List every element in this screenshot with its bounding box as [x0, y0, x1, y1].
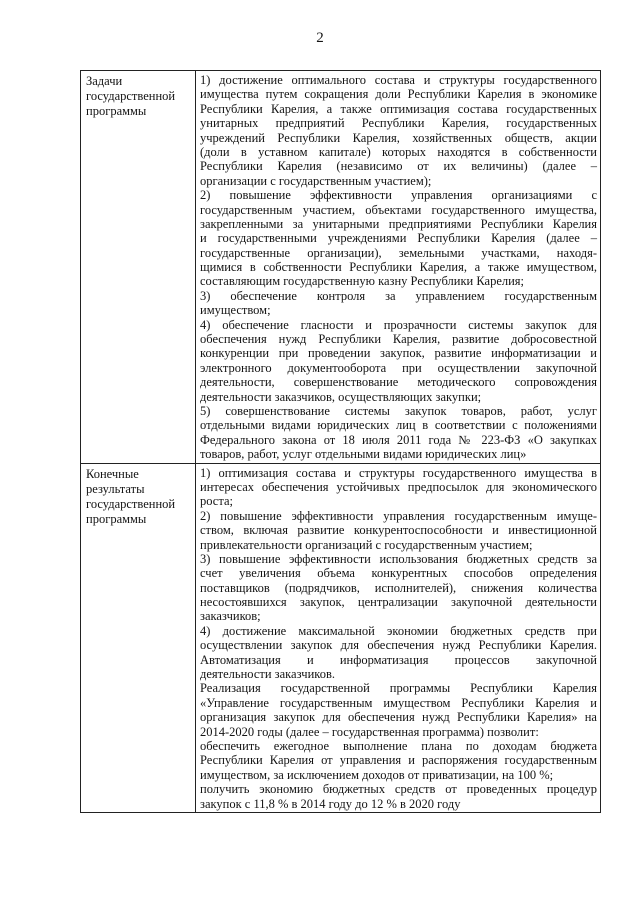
- text-line: учреждений Республики Карелия, хозяйственных обществ, акции: [200, 130, 597, 145]
- text-line: роста;: [200, 494, 233, 509]
- text-line: счет увеличения объема конкурентных способов определения: [200, 566, 597, 581]
- page-number: 2: [316, 30, 324, 46]
- text-line: электронного документооборота при осуществлении закупочной: [200, 360, 597, 375]
- text-line: заказчиков;: [200, 609, 261, 624]
- text-line: имуществом;: [200, 303, 271, 318]
- text-line: организации с государственным участием);: [200, 173, 432, 188]
- row-content-tasks: [196, 71, 600, 463]
- row-content-cell: [196, 71, 601, 464]
- row-label-results: Конечные результаты государственной программы: [86, 466, 176, 527]
- text-line: осуществлении закупок для обеспечения нужд Республики Карелия.: [200, 638, 597, 653]
- row-content-cell: [196, 463, 601, 812]
- text-line: поставщиков (подрядчиков, исполнителей), снижения количества: [200, 580, 597, 595]
- text-line: закрепленными за унитарными предприятиями Республики Карелия: [200, 216, 597, 231]
- text-line: обеспечения нужд Республики Карелия, развитие добросовестной: [200, 332, 597, 347]
- text-line: организация закупок для обеспечения нужд Республики Карелия» на: [200, 710, 597, 725]
- row-label-tasks: Задачи государственной программы: [86, 74, 176, 119]
- text-line: конкуренции при проведении закупок, развитие информатизации и: [200, 346, 597, 361]
- text-line: Республики Карелия, а также оптимизация состава государственных: [200, 101, 597, 116]
- text-line: закупок с 11,8 % в 2014 году до 12 % в 2020 году: [200, 796, 461, 811]
- program-passport-table: [80, 70, 601, 813]
- row-content-results: [196, 464, 600, 812]
- text-line: 4) обеспечение гласности и прозрачности системы закупок для: [200, 317, 597, 332]
- text-line: унитарных предприятий Республики Карелия, государственных: [200, 116, 597, 131]
- table-row: [81, 71, 601, 464]
- text-line: деятельности заказчиков.: [200, 667, 335, 682]
- text-line: 4) достижение максимальной экономии бюджетных средств при: [200, 623, 597, 638]
- text-line: отдельными видами юридических лиц в соответствии с положениями: [200, 418, 597, 433]
- text-line: Автоматизация и информатизация процессов закупочной: [200, 652, 597, 667]
- text-line: получить экономию бюджетных средств от проведенных процедур: [200, 782, 597, 797]
- text-line: 2) повышение эффективности управления организациями с: [200, 188, 597, 203]
- text-line: Республики Карелия (независимо от их величины) (далее –: [200, 159, 597, 174]
- text-line: 2) повышение эффективности управления государственным имуще-: [200, 508, 597, 523]
- text-line: государственным участием, объектами государственного имущества,: [200, 202, 597, 217]
- text-line: деятельности заказчиков, осуществляющих закупки;: [200, 389, 482, 404]
- text-line: несостоявшихся закупок, централизации закупочной деятельности: [200, 595, 597, 610]
- text-line: имущества путем сокращения доли Республики Карелия в экономике: [200, 87, 597, 102]
- text-line: Федерального закона от 18 июля 2011 года № 223-ФЗ «О закупках: [200, 432, 597, 447]
- text-line: 5) совершенствование системы закупок товаров, работ, услуг: [200, 403, 597, 418]
- text-line: составляющим государственную казну Республики Карелия;: [200, 274, 525, 289]
- text-line: 3) повышение эффективности использования бюджетных средств за: [200, 551, 597, 566]
- text-line: товаров, работ, услуг отдельными видами юридических лиц»: [200, 447, 527, 462]
- row-label-cell: [81, 463, 196, 812]
- text-line: ством, включая развитие конкурентоспособности и инвестиционной: [200, 523, 597, 538]
- text-line: 3) обеспечение контроля за управлением государственным: [200, 288, 597, 303]
- text-line: 2014-2020 годы (далее – государственная программа) позволит:: [200, 724, 539, 739]
- text-line: имуществом, за исключением доходов от приватизации, на 100 %;: [200, 767, 554, 782]
- text-line: (доли в уставном капитале) которых находятся в собственности: [200, 144, 597, 159]
- text-line: государственные организации), земельными участками, находя-: [200, 245, 597, 260]
- text-line: и государственными учреждениями Республики Карелия (далее –: [200, 231, 597, 246]
- row-label-cell: [81, 71, 196, 464]
- text-line: «Управление государственным имуществом Республики Карелия и: [200, 695, 597, 710]
- text-line: щимися в собственности Республики Карелия, а также имуществом,: [200, 260, 597, 275]
- text-line: 1) достижение оптимального состава и структуры государственного: [200, 73, 597, 87]
- text-line: 1) оптимизация состава и структуры государственного имущества в: [200, 465, 597, 480]
- text-line: Республики Карелия от управления и распоряжения государственным: [200, 753, 597, 768]
- text-line: Реализация государственной программы Республики Карелия: [200, 681, 597, 696]
- table-row: [81, 463, 601, 812]
- text-line: обеспечить ежегодное выполнение плана по доходам бюджета: [200, 738, 597, 753]
- text-line: деятельности, совершенствование методического сопровождения: [200, 375, 597, 390]
- text-line: интересах обеспечения устойчивых предпосылок для экономического: [200, 479, 597, 494]
- text-line: привлекательности организаций с государственным участием;: [200, 537, 533, 552]
